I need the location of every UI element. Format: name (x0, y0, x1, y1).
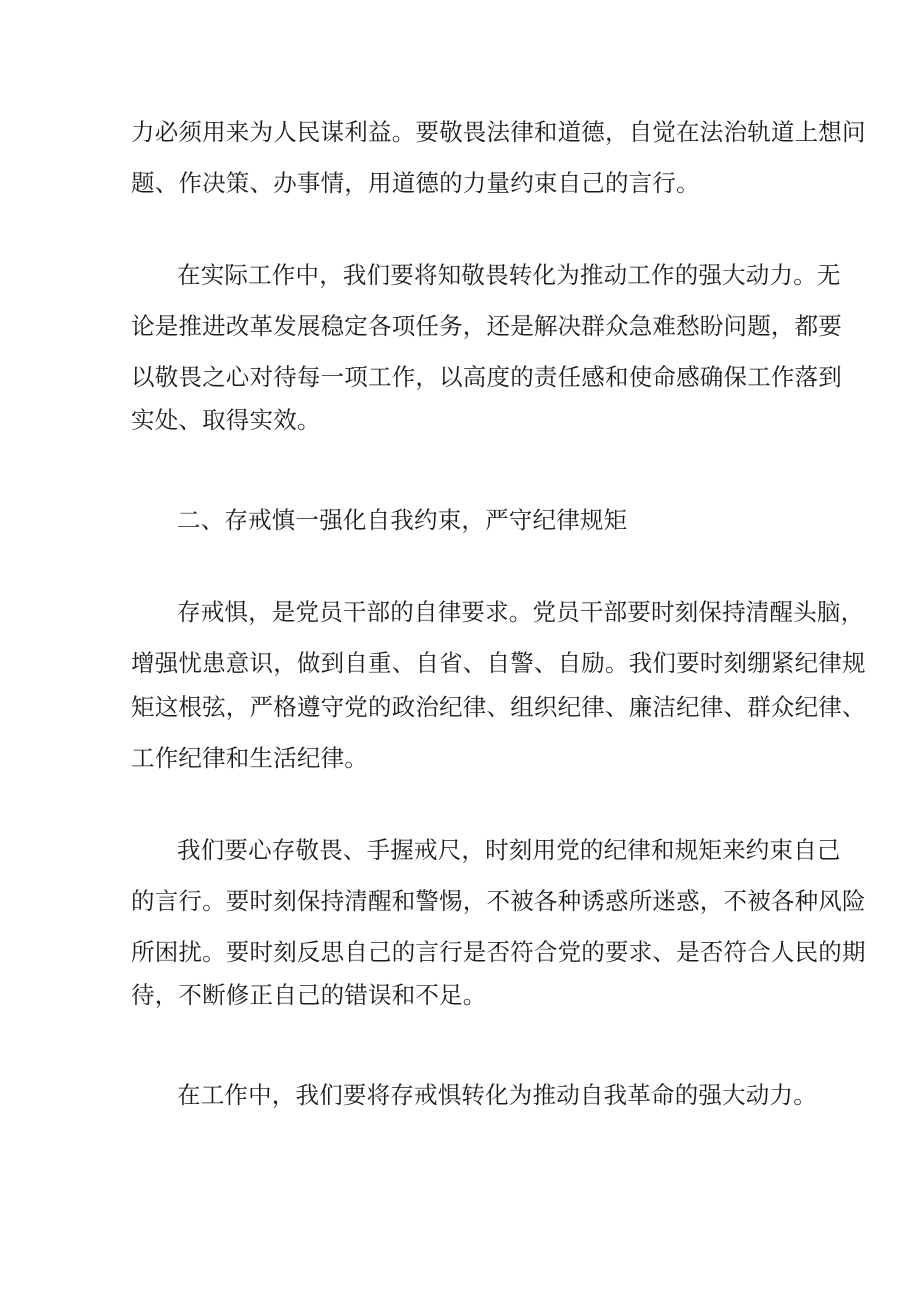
paragraph-line: 待，不断修正自己的错误和不足。 (131, 981, 487, 1009)
paragraph-line: 实处、取得实效。 (131, 406, 321, 434)
paragraph-line: 在工作中，我们要将存戒惧转化为推动自我革命的强大动力。 (177, 1081, 817, 1109)
paragraph-line: 力必须用来为人民谋利益。要敬畏法律和道德，自觉在法治轨道上想问 (131, 118, 866, 146)
paragraph-line: 所困扰。要时刻反思自己的言行是否符合党的要求、是否符合人民的期 (131, 938, 866, 966)
paragraph-line: 论是推进改革发展稳定各项任务，还是解决群众急难愁盼问题，都要 (131, 312, 842, 340)
paragraph-line: 工作纪律和生活纪律。 (131, 744, 368, 772)
paragraph-line: 以敬畏之心对待每一项工作，以高度的责任感和使命感确保工作落到 (131, 363, 842, 391)
paragraph-line: 增强忧患意识，做到自重、自省、自警、自励。我们要时刻绷紧纪律规 (131, 649, 866, 677)
paragraph-line: 的言行。要时刻保持清醒和警惕，不被各种诱惑所迷惑，不被各种风险 (131, 887, 866, 915)
paragraph-line: 我们要心存敬畏、手握戒尺，时刻用党的纪律和规矩来约束自己 (177, 836, 841, 864)
paragraph-line: 存戒惧，是党员干部的自律要求。党员干部要时刻保持清醒头脑， (177, 598, 865, 626)
paragraph-line: 题、作决策、办事情，用道德的力量约束自己的言行。 (131, 169, 700, 197)
paragraph-line: 矩这根弦，严格遵守党的政治纪律、组织纪律、廉洁纪律、群众纪律、 (131, 693, 866, 721)
paragraph-line: 在实际工作中，我们要将知敬畏转化为推动工作的强大动力。无 (177, 261, 841, 289)
section-heading: 二、存戒慎一强化自我约束，严守纪律规矩 (177, 506, 628, 534)
